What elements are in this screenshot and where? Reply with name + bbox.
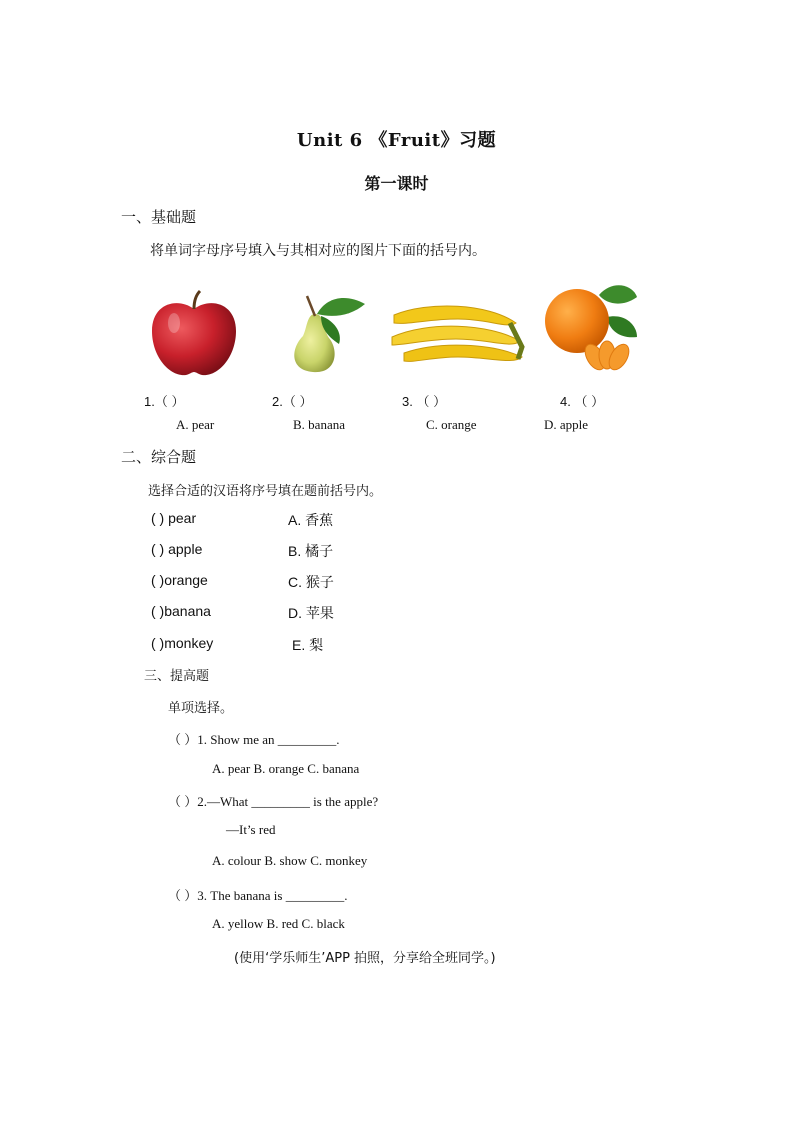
image-label-2: 2.（ ） [272, 394, 313, 409]
page-title: Unit 6 《Fruit》习题 [296, 130, 497, 151]
section2-heading: 二、综合题 [121, 448, 197, 466]
question-1-options: A. pear B. orange C. banana [212, 761, 360, 776]
section1-instruction: 将单词字母序号填入与其相对应的图片下面的括号内。 [150, 243, 486, 259]
note: (使用‘学乐师生’APP 拍照，分享给全班同学。) [234, 951, 496, 966]
image-label-3: 3. （ ） [402, 394, 447, 409]
option-a: A. pear [176, 417, 215, 432]
apple-picture [148, 287, 240, 379]
match-right-3: C. 猴子 [288, 574, 334, 590]
match-left-5: ( )monkey [151, 635, 214, 651]
option-d: D. apple [544, 417, 589, 432]
question-3: （ ）3. The banana is _________. [168, 888, 348, 903]
pear-picture [277, 292, 372, 377]
orange-picture [543, 277, 639, 375]
match-right-4: D. 苹果 [288, 605, 334, 621]
section2-instruction: 选择合适的汉语将序号填在题前括号内。 [148, 484, 383, 499]
match-left-2: ( ) apple [151, 541, 203, 557]
match-right-1: A. 香蕉 [288, 512, 334, 528]
section3-heading: 三、提高题 [144, 669, 210, 684]
match-left-1: ( ) pear [151, 510, 197, 526]
question-2-answer: —It’s red [226, 822, 276, 837]
section3-instruction: 单项选择。 [168, 701, 234, 716]
question-2-options: A. colour B. show C. monkey [212, 853, 368, 868]
match-right-2: B. 橘子 [288, 543, 334, 559]
image-label-1: 1.（ ） [144, 394, 185, 409]
option-b: B. banana [293, 417, 345, 432]
match-right-5: E. 梨 [292, 637, 324, 653]
section1-heading: 一、基础题 [121, 208, 197, 226]
question-2: （ ）2.—What _________ is the apple? [168, 794, 379, 809]
match-left-4: ( )banana [151, 603, 211, 619]
question-1: （ ）1. Show me an _________. [168, 732, 340, 747]
image-label-4: 4. （ ） [560, 394, 605, 409]
banana-picture [388, 297, 528, 369]
option-c: C. orange [426, 417, 477, 432]
page-subtitle: 第一课时 [364, 174, 429, 193]
question-3-options: A. yellow B. red C. black [212, 916, 345, 931]
match-left-3: ( )orange [151, 572, 208, 588]
